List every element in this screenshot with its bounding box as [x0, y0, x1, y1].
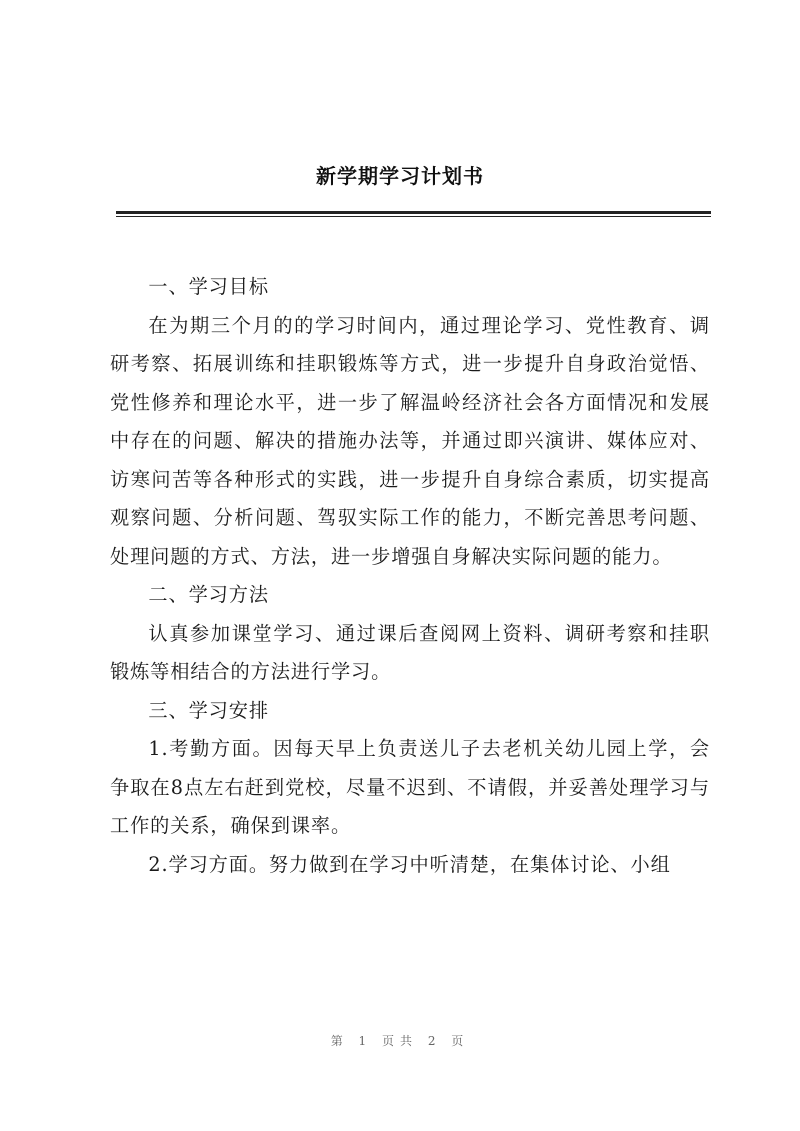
- section-heading-arrangement: 三、学习安排: [148, 698, 269, 722]
- paragraph-study: 2.学习方面。努力做到在学习中听清楚，在集体讨论、小组: [148, 852, 671, 876]
- document-body: [110, 268, 710, 884]
- paragraph-attendance: 1.考勤方面。因每天早上负责送儿子去老机关幼儿园上学，会争取在8点左右赶到党校，尽量不迟到、不请假，并妥善处理学习与工作的关系，确保到课率。: [110, 737, 710, 837]
- title-divider: [116, 211, 711, 214]
- section-heading-methods: 二、学习方法: [148, 583, 269, 606]
- page-number: 第 1 页共 2 页: [330, 1034, 470, 1048]
- section-heading-goals: 一、学习目标: [148, 275, 269, 298]
- paragraph-goals: 在为期三个月的的学习时间内，通过理论学习、党性教育、调研考察、拓展训练和挂职锻炼等方式，进一步提升自身政治觉悟、党性修养和理论水平，进一步了解温岭经济社会各方面情况和发展中存在的问题、解决的措施办法等，并通过即兴演讲、媒体应对、访寒问苦等各种形式的实践，进一步提升自身综合素质，切实提高观察问题、分析问题、驾驭实际工作的能力，不断完善思考问题、处理问题的方式、方法，进一步增强自身解决实际问题的能力。: [110, 313, 710, 568]
- paragraph-methods: 认真参加课堂学习、通过课后查阅网上资料、调研考察和挂职锻炼等相结合的方法进行学习。: [110, 621, 710, 683]
- page-title: 新学期学习计划书: [316, 164, 484, 188]
